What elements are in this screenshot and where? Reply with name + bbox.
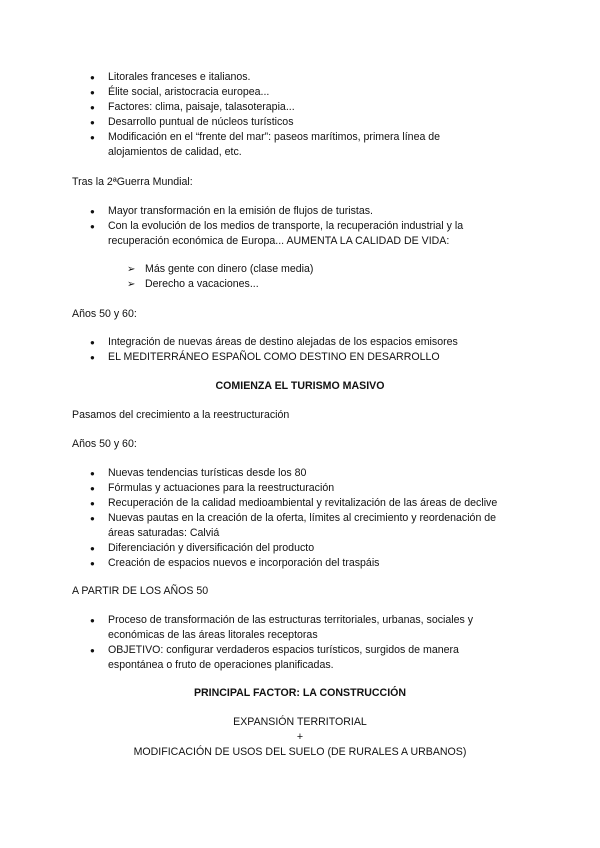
- list-item: ● Desarrollo puntual de núcleos turísticos: [90, 115, 500, 130]
- arrow-list-quality: [127, 262, 487, 292]
- section-title-construction: PRINCIPAL FACTOR: LA CONSTRUCCIÓN: [193, 687, 407, 699]
- list-item: ● Litorales franceses e italianos.: [90, 70, 500, 85]
- formula-line-land-use: MODIFICACIÓN DE USOS DEL SUELO (DE RURALES A URBANOS): [133, 746, 467, 758]
- list-item: ● Con la evolución de los medios de transporte, la recuperación industrial y la recuperación económica de Europa... AUMENTA LA CALIDAD DE VIDA:: [90, 219, 500, 249]
- paragraph-restructuring: Pasamos del crecimiento a la reestructuración: [72, 409, 290, 421]
- bullet-list-50s-60s: [90, 335, 500, 365]
- formula-line-expansion: EXPANSIÓN TERRITORIAL: [233, 716, 367, 728]
- list-item: ● Modificación en el “frente del mar”: paseos marítimos, primera línea de alojamientos de calidad, etc.: [90, 130, 500, 160]
- section-heading-postwar: Tras la 2ªGuerra Mundial:: [72, 176, 193, 188]
- list-item: ● Recuperación de la calidad medioambiental y revitalización de las áreas de declive: [90, 496, 500, 511]
- list-item: ● Integración de nuevas áreas de destino alejadas de los espacios emisores: [90, 335, 500, 350]
- list-item: ● OBJETIVO: configurar verdaderos espacios turísticos, surgidos de manera espontánea o fruto de operaciones planificadas.: [90, 643, 500, 673]
- list-item: ● Nuevas tendencias turísticas desde los 80: [90, 466, 500, 481]
- bullet-list-origins: [90, 70, 500, 160]
- section-heading-50s-60s-second: Años 50 y 60:: [72, 438, 137, 450]
- section-heading-50s-60s: Años 50 y 60:: [72, 308, 137, 320]
- list-item: ● Fórmulas y actuaciones para la reestructuración: [90, 481, 500, 496]
- section-heading-from-50s: A PARTIR DE LOS AÑOS 50: [72, 585, 209, 597]
- bullet-list-restructuring: [90, 466, 500, 571]
- bullet-list-transformation: [90, 613, 500, 673]
- list-item: ● Mayor transformación en la emisión de flujos de turistas.: [90, 204, 500, 219]
- list-item: ● Creación de espacios nuevos e incorporación del traspáis: [90, 556, 500, 571]
- list-item: ● Factores: clima, paisaje, talasoterapia...: [90, 100, 500, 115]
- list-item: ➢ Más gente con dinero (clase media): [127, 262, 487, 277]
- list-item: ● Proceso de transformación de las estructuras territoriales, urbanas, sociales y económicas de las áreas litorales receptoras: [90, 613, 500, 643]
- bullet-list-postwar: [90, 204, 500, 249]
- formula-plus: +: [296, 731, 304, 743]
- list-item: ● Nuevas pautas en la creación de la oferta, límites al crecimiento y reordenación de áreas saturadas: Calviá: [90, 511, 500, 541]
- list-item: ● Diferenciación y diversificación del producto: [90, 541, 500, 556]
- list-item: ● Élite social, aristocracia europea...: [90, 85, 500, 100]
- section-title-mass-tourism: COMIENZA EL TURISMO MASIVO: [215, 380, 385, 392]
- list-item: ➢ Derecho a vacaciones...: [127, 277, 487, 292]
- list-item: ● EL MEDITERRÁNEO ESPAÑOL COMO DESTINO EN DESARROLLO: [90, 350, 500, 365]
